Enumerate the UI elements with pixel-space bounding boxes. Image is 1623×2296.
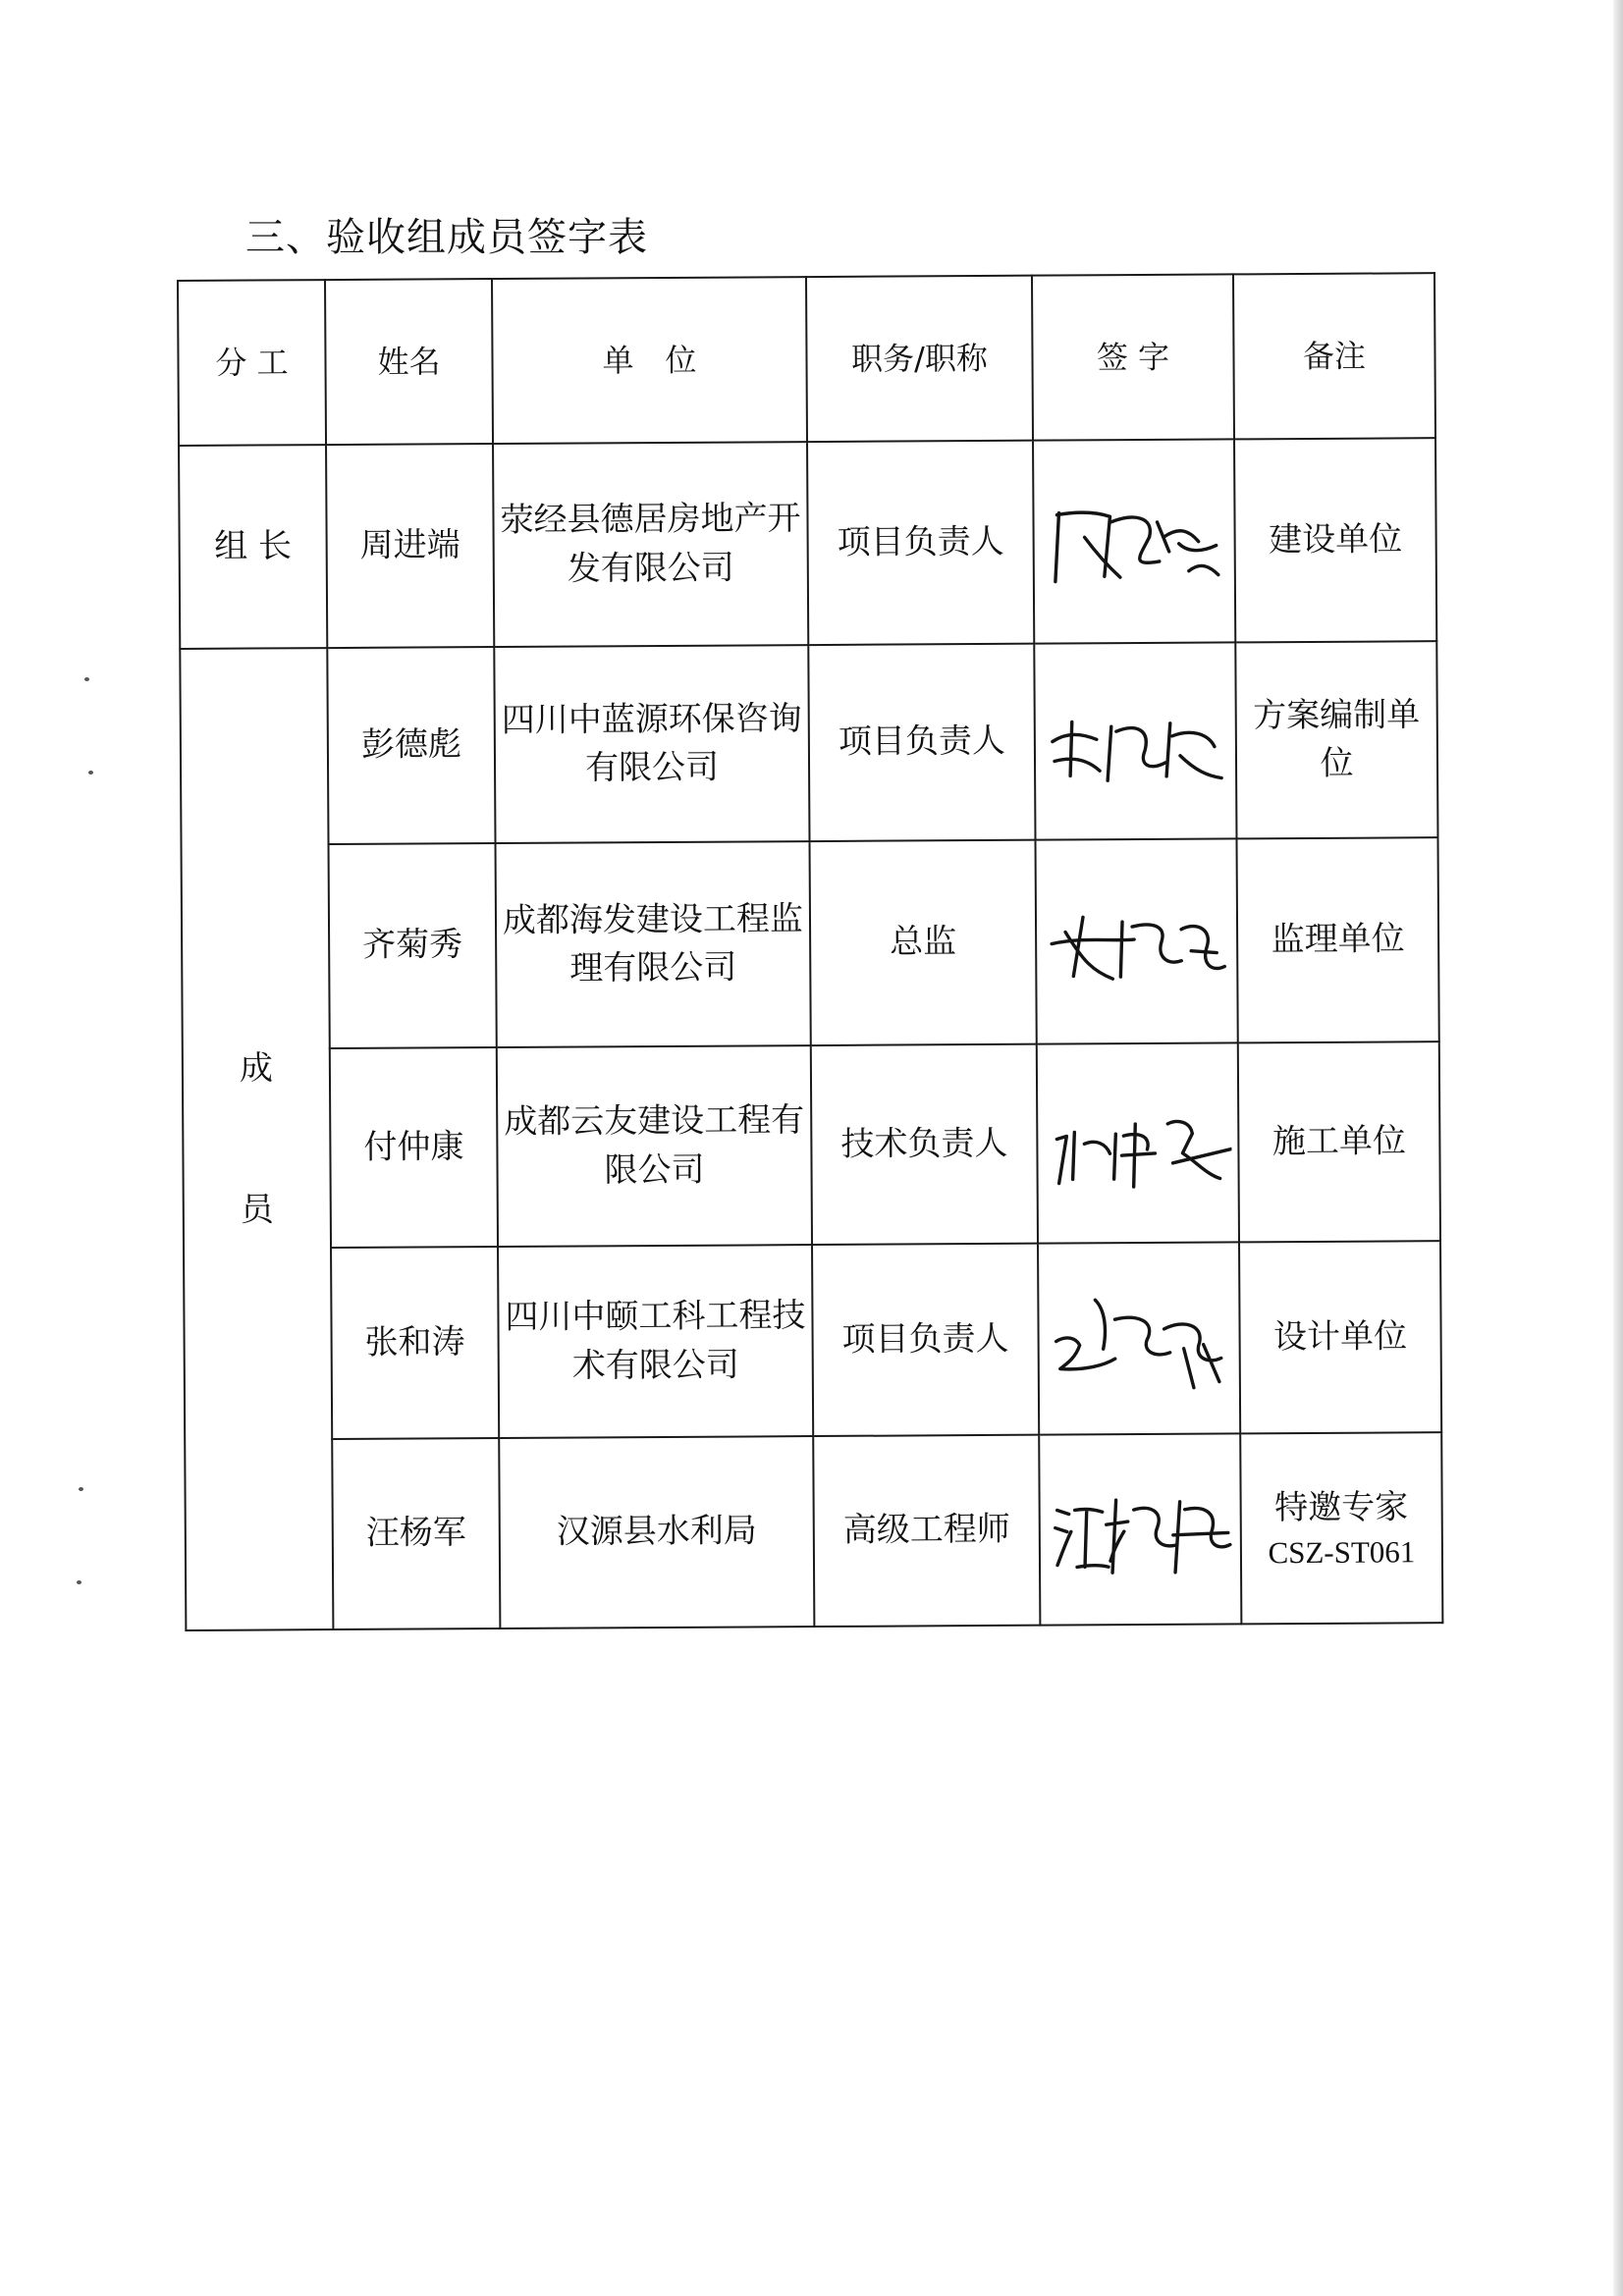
scan-speck [88,771,93,774]
member-unit: 四川中颐工科工程技术有限公司 [498,1245,813,1438]
member-name: 齐菊秀 [329,843,497,1048]
role-members-char: 员 [240,1190,274,1230]
handwritten-signature [1046,1279,1233,1398]
member-unit: 四川中蓝源环保咨询有限公司 [494,645,809,843]
header-position: 职务/职称 [806,276,1033,442]
table-row [180,641,1437,845]
table-row-leader [179,438,1436,649]
member-unit: 荥经县德居房地产开发有限公司 [493,442,808,647]
role-members [180,648,333,1630]
handwritten-signature [1047,1469,1234,1588]
member-name: 周进端 [326,444,494,648]
member-note: 建设单位 [1234,438,1436,642]
member-name: 付仲康 [330,1047,498,1248]
signature-cell [1033,439,1235,643]
table-row [184,1241,1441,1440]
member-position: 项目负责人 [812,1244,1039,1436]
page-title: 三、验收组成员签字表 [245,215,648,260]
scan-speck [79,1487,83,1491]
signature-cell [1038,1242,1240,1434]
table-row [185,1432,1442,1630]
member-position: 项目负责人 [808,644,1035,841]
role-leader: 组 长 [179,445,327,649]
header-unit: 单 位 [492,277,807,444]
member-position: 高级工程师 [813,1435,1040,1627]
table-row [183,1041,1440,1249]
signature-cell [1037,1042,1239,1243]
signature-cell [1039,1433,1241,1625]
handwritten-signature [1041,482,1228,601]
member-unit: 成都云友建设工程有限公司 [497,1045,812,1247]
member-note [1240,1432,1442,1624]
role-members-char: 成 [239,1048,274,1089]
header-role: 分 工 [178,280,326,446]
expert-code: CSZ-ST061 [1268,1533,1416,1570]
member-unit: 汉源县水利局 [499,1436,814,1629]
member-position: 总监 [810,840,1037,1045]
member-position: 技术负责人 [811,1044,1038,1245]
scan-edge-shadow [1613,0,1623,2296]
member-name: 汪杨军 [332,1438,500,1629]
signature-table [177,272,1443,1631]
header-signature: 签 字 [1032,274,1234,440]
signature-cell [1034,642,1236,839]
handwritten-signature [1045,1084,1232,1202]
member-note: 方案编制单位 [1235,641,1437,838]
scan-speck [77,1580,81,1584]
header-row [178,273,1435,446]
handwritten-signature [1043,881,1230,1000]
header-note: 备注 [1233,273,1435,439]
member-position: 项目负责人 [807,441,1034,645]
header-name: 姓名 [325,279,493,445]
member-unit: 成都海发建设工程监理有限公司 [496,841,811,1047]
member-note: 监理单位 [1236,837,1438,1042]
member-note: 设计单位 [1239,1241,1441,1433]
member-note-text: 特邀专家 [1274,1487,1409,1528]
member-name: 张和涛 [331,1247,499,1439]
table-row [182,837,1439,1049]
member-name: 彭德彪 [327,647,495,844]
scan-speck [84,677,89,681]
signature-cell [1036,838,1238,1043]
member-note: 施工单位 [1238,1041,1440,1242]
handwritten-signature [1042,681,1229,800]
